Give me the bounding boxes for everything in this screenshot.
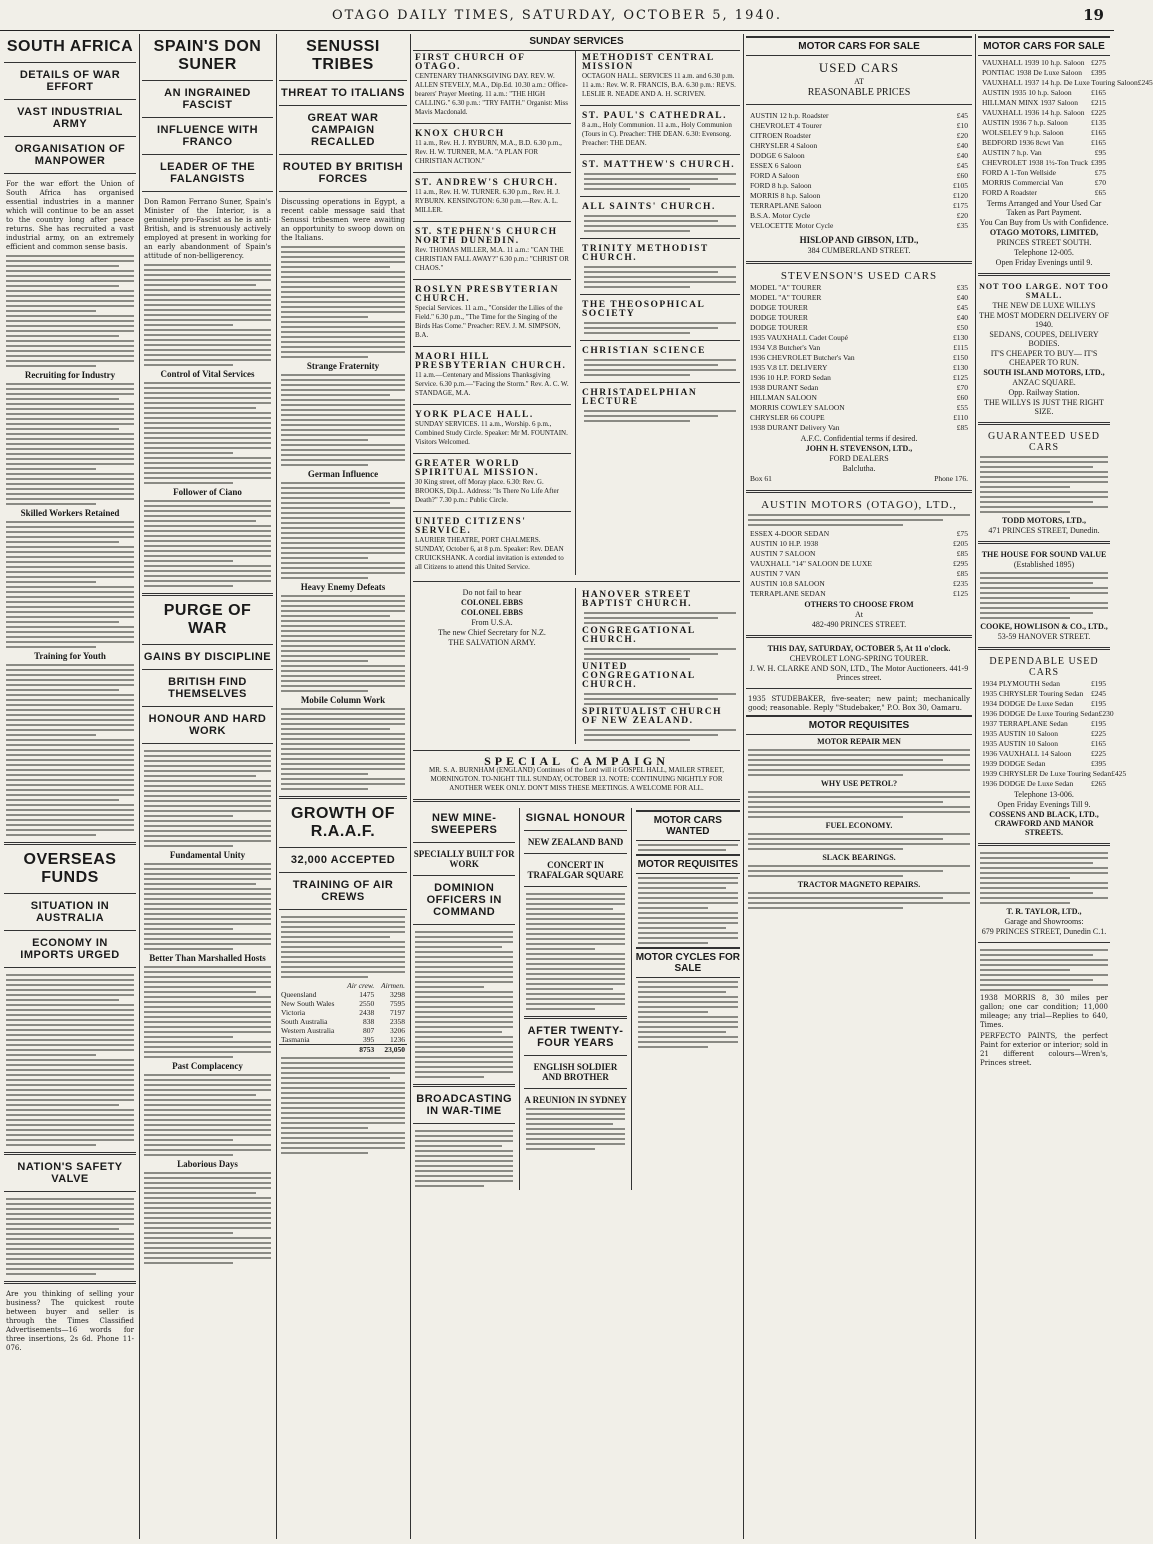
special-campaign-ad: SPECIAL CAMPAIGN MR. S. A. BURNHAM (ENGLAND) Continues of the Lord will it GOSPEL HALL, MAILER STREET, MORNINGTON. TO-NIGHT TILL SUNDAY, OCTOBER 13. NOTE: CONTINUING NIGHTLY FOR ANOTHER WEEK ONLY. DON'T MISS THESE MEETINGS. A WELCOME FOR ALL. <box>429 754 724 792</box>
church-listing: ST. MATTHEW'S CHURCH. <box>582 161 738 190</box>
column-rule <box>743 34 744 1539</box>
headline-safety-valve: NATION'S SAFETY VALVE <box>17 1161 123 1185</box>
subhead-war-effort: DETAILS OF WAR EFFORT <box>19 69 121 93</box>
list-item: MODEL "A" TOURER £35 <box>750 283 968 292</box>
church-listing: TRINITY METHODIST CHURCH. <box>582 245 738 288</box>
column-rule <box>410 34 411 1539</box>
list-item: VAUXHALL "14" SALOON DE LUXE £295 <box>750 559 968 568</box>
column-sunday-services <box>413 34 740 1539</box>
church-listing: YORK PLACE HALL. SUNDAY SERVICES. 11 a.m., Worship. 6 p.m., Combined Study Circle. Speaker: Mr M. FOUNTAIN. Visitors Welcomed. <box>415 410 568 446</box>
banner-sunday-services: SUNDAY SERVICES <box>413 34 740 51</box>
church-listing: CHRISTADELPHIAN LECTURE <box>582 389 738 422</box>
list-item: 1938 DURANT Sedan £70 <box>750 383 968 392</box>
list-item: HILLMAN MINX 1937 Saloon £215 <box>982 98 1106 107</box>
section-unity: Fundamental Unity <box>169 850 246 860</box>
list-item: MODEL "A" TOURER £40 <box>750 293 968 302</box>
austin-heading: AUSTIN MOTORS (OTAGO), LTD., <box>761 499 957 511</box>
list-item: 1937 TERRAPLANE Sedan £195 <box>982 719 1106 728</box>
services-left <box>413 51 571 575</box>
list-item: DODGE 6 Saloon £40 <box>750 151 968 160</box>
list-item: FORD A 1-Ton Wellside £75 <box>982 168 1106 177</box>
subhead-australia: SITUATION IN AUSTRALIA <box>30 900 110 924</box>
article-body <box>144 1074 271 1156</box>
list-item: DODGE TOURER £45 <box>750 303 968 312</box>
price-list <box>746 529 972 599</box>
church-listing: GREATER WORLD SPIRITUAL MISSION. 30 King street, off Moray place. 6.30: Rev. G. BROOKS, Dip.L. Address: "Is There No Life After Death?" 7.30 p.m.: Public Circle. <box>415 459 559 504</box>
church-listing: FIRST CHURCH OF OTAGO. CENTENARY THANKSGIVING DAY. REV. W. ALLEN STEVELY, M.A., Dip.Ed. 10.30 a.m.: Office-bearers' Prayer Meeting. 11 a.m.: "THE HIGH CALLING." 6.30 p.m.: "TRY FAITH." Organist: Miss Mavis Macdonald. <box>415 53 568 116</box>
subhead-manpower: ORGANISATION OF MANPOWER <box>14 143 126 167</box>
price-list <box>978 58 1153 198</box>
banner-motor-cars: MOTOR CARS FOR SALE <box>978 36 1110 56</box>
services-right-2 <box>580 588 740 744</box>
list-item: FORD A Saloon £60 <box>750 171 968 180</box>
article-body <box>6 255 134 367</box>
church-listing: ST. ANDREW'S CHURCH. 11 a.m., Rev. H. W. TURNER. 6.30 p.m., Rev. H. J. RYBURN. KENSINGTON: 6.30 p.m.—Rev. A. L. MILLER. <box>415 178 560 214</box>
church-listing: CHRISTIAN SCIENCE <box>582 347 738 376</box>
price-list <box>746 111 972 231</box>
salvation-army-ad: Do not fail to hear COLONEL EBBS COLONEL EBBS From U.S.A. The new Chief Secretary for N.Z. THE SALVATION ARMY. <box>438 588 546 647</box>
church-listing: KNOX CHURCH 11 a.m., Rev. H. J. RYBURN, M.A., B.D. 6.30 p.m., Rev. H. W. TURNER, M.A. "A PLAN FOR CHRISTIAN ACTION." <box>415 129 562 165</box>
list-item: MORRIS 8 h.p. Saloon £120 <box>750 191 968 200</box>
church-listing: UNITED CITIZENS' SERVICE. LAURIER THEATRE, PORT CHALMERS. SUNDAY, October 6, at 8 p.m. Speaker: Rev. DEAN CRUICKSHANK. A cordial invitation is extended to all Citizens to attend this United Service. <box>415 517 564 571</box>
list-item: CITROEN Roadster £20 <box>750 131 968 140</box>
list-item: 1935 CHRYSLER Touring Sedan £245 <box>982 689 1106 698</box>
subhead-accepted: 32,000 ACCEPTED <box>290 854 396 866</box>
list-item: VAUXHALL 1937 14 h.p. De Luxe Touring Saloon £245 <box>982 78 1153 87</box>
church-listing: UNITED CONGREGATIONAL CHURCH. <box>582 663 738 705</box>
list-item: AUSTIN 12 h.p. Roadster £45 <box>750 111 968 120</box>
subhead-air-crews: TRAINING OF AIR CREWS <box>292 879 394 903</box>
list-item: FORD 8 h.p. Saloon £105 <box>750 181 968 190</box>
used-cars-heading: USED CARS <box>818 60 900 75</box>
subhead-industrial-army: VAST INDUSTRIAL ARMY <box>17 106 123 130</box>
section-ciano: Follower of Ciano <box>173 487 242 497</box>
article-body <box>144 382 271 484</box>
col-airmen: Airmen. <box>381 981 405 990</box>
subhead-british: BRITISH FIND THEMSELVES <box>168 676 247 700</box>
church-listing: MAORI HILL PRESBYTERIAN CHURCH. 11 a.m.—Centenary and Missions Thanksgiving Service. 6.30 p.m.—"Facing the Storm." Rev. A. C. W. STANDAGE, M.A. <box>415 352 569 397</box>
list-item: B.S.A. Motor Cycle £20 <box>750 211 968 220</box>
section-german: German Influence <box>307 469 379 479</box>
list-item: 1939 CHRYSLER De Luxe Touring Sedan £425 <box>982 769 1127 778</box>
column-motor-cars: MOTOR CARS FOR SALE USED CARS AT REASONABLE PRICES AUSTIN 12 h.p. Roadster £45 CHEVROLET 4 Tourer £10 CITROEN Roadster £20 CHRYSLER 4 Saloon £40 DODGE 6 Saloon £40 ESSEX 6 Saloon £45 FORD A Saloon £60 FORD 8 h.p. Saloon £105 MORRIS 8 h.p. Saloon £120 TERRAPLANE Saloon £175 B.S.A. Motor Cycle £20 VELOCETTE Motor Cycle £35 HISLOP AND GIBSON, LTD., 384 CUMBERLAND STREET. STEVENSON'S USED CARS MODEL "A" TOURER £35 MODEL "A" TOURER £40 DODGE TOURER £45 DODGE TOURER £40 DODGE TOURER £50 1935 VAUXHALL Cadet Coupé £130 1934 V.8 Butcher's Van £115 1936 CHEVROLET Butcher's Van £150 1935 V.8 LT. DELIVERY £130 1936 10 H.P. FORD Sedan £125 1938 DURANT Sedan £70 HILLMAN SALOON £60 MORRIS COWLEY SALOON £55 CHRYSLER 66 COUPE £110 1938 DURANT Delivery Van £85 A.F.C. Confidential terms if desired. JOHN H. STEVENSON, LTD., FORD DEALERS Balclutha. Box 61 Phone 176. AUSTIN MOTORS (OTAGO), LTD., ESSEX 4-DOOR SEDAN £75 AUSTIN 10 H.P. 1938 £205 AUSTIN 7 SALOON £85 VAUXHALL "14" SALOON DE LUXE £295 AUSTIN 7 VAN £85 AUSTIN 10.8 SALOON £235 TERRAPLANE SEDAN £125 OTHERS TO CHOOSE FROM At 482-490 PRINCES STREET. THIS DAY, SATURDAY, OCTOBER 5, At 11 o'clock. CHEVROLET LONG-SPRING TOURER. J. W. H. CLARKE AND SON, LTD., The Motor Auctioneers. 441-9 Princes street. 1935 STUDEBAKER, five-seater; new paint; mechanically good; reasonable. Reply "Studebaker," P.O. Box 30, Oamaru. MOTOR REQUISITES MOTOR REPAIR MEN WHY USE PETROL? FUEL ECONOMY. SLACK BEARINGS. TRACTOR MAGNETO REPAIRS. <box>746 34 972 1539</box>
subhead-falangists: LEADER OF THE FALANGISTS <box>159 161 256 185</box>
list-item: 1936 CHEVROLET Butcher's Van £150 <box>750 353 968 362</box>
headline-senussi: SENUSSI TRIBES <box>306 38 380 73</box>
church-listing: SPIRITUALIST CHURCH OF NEW ZEALAND. <box>582 708 738 741</box>
headline-purge: PURGE OF WAR <box>163 602 252 637</box>
motor-classifieds: MOTOR CARS WANTED MOTOR REQUISITES MOTOR CYCLES FOR SALE <box>636 808 740 1190</box>
list-item: 1936 VAUXHALL 14 Saloon £225 <box>982 749 1106 758</box>
church-listing: ST. STEPHEN'S CHURCH NORTH DUNEDIN. Rev. THOMAS MILLER, M.A. 11 a.m.: "CAN THE CHRISTIAN FALL AWAY?" 6.30 p.m.: "CHRIST OR CHAOS." <box>415 227 569 272</box>
article-body <box>144 750 271 847</box>
column-rule <box>139 34 140 1539</box>
subhead-fascist: AN INGRAINED FASCIST <box>164 87 251 111</box>
table-row: New South Wales 2550 7595 <box>281 999 405 1008</box>
list-item: AUSTIN 1935 10 h.p. Saloon £165 <box>982 88 1106 97</box>
list-item: BEDFORD 1936 8cwt Van £165 <box>982 138 1106 147</box>
headline-south-africa: SOUTH AFRICA <box>6 38 134 55</box>
article-body <box>144 966 271 1058</box>
section-vital-services: Control of Vital Services <box>160 369 255 379</box>
raaf-table <box>279 981 407 1054</box>
list-item: CHRYSLER 66 COUPE £110 <box>750 413 968 422</box>
list-item: VAUXHALL 1936 14 h.p. Saloon £225 <box>982 108 1106 117</box>
article-body <box>6 1198 134 1275</box>
section-recruiting: Recruiting for Industry <box>24 370 116 380</box>
church-listing: ST. PAUL'S CATHEDRAL. 8 a.m., Holy Communion. 11 a.m., Holy Communion (Tours in C). Preacher: THE DEAN. 6.30: Evensong. Preacher: THE DEAN. <box>582 111 732 147</box>
list-item: VAUXHALL 1939 10 h.p. Saloon £275 <box>982 58 1106 67</box>
article-body <box>281 595 405 692</box>
column-rule <box>276 34 277 1539</box>
list-item: 1936 DODGE De Luxe Sedan £265 <box>982 779 1106 788</box>
list-item: 1936 DODGE De Luxe Touring Sedan £230 <box>982 709 1114 718</box>
list-item: ESSEX 6 Saloon £45 <box>750 161 968 170</box>
column-senussi <box>279 34 407 1539</box>
list-item: 1936 10 H.P. FORD Sedan £125 <box>750 373 968 382</box>
article-body <box>144 863 271 950</box>
masthead-title: OTAGO DAILY TIMES, SATURDAY, OCTOBER 5, 1940. <box>331 8 783 23</box>
signal-honour-article: SIGNAL HONOUR NEW ZEALAND BAND CONCERT IN TRAFALGAR SQUARE AFTER TWENTY-FOUR YEARS ENGLISH SOLDIER AND BROTHER A REUNION IN SYDNEY <box>524 808 626 1190</box>
section-youth: Training for Youth <box>34 651 106 661</box>
list-item: CHEVROLET 1938 1½-Ton Truck £395 <box>982 158 1106 167</box>
list-item: CHRYSLER 4 Saloon £40 <box>750 141 968 150</box>
list-item: AUSTIN 7 VAN £85 <box>750 569 968 578</box>
article-intro: Discussing operations in Egypt, a recent cable message said that Senussi tribesmen were awaiting an opportunity to swoop down on the Italians. <box>281 198 405 242</box>
article-body <box>6 664 134 836</box>
article-body <box>281 708 405 790</box>
table-row: Victoria 2438 7197 <box>281 1008 405 1017</box>
dealer-name: HISLOP AND GIBSON, LTD., <box>799 235 919 245</box>
article-body <box>144 264 271 366</box>
church-listing: ALL SAINTS' CHURCH. <box>582 203 738 232</box>
headline-spain: SPAIN'S DON SUNER <box>153 38 262 73</box>
subhead-franco: INFLUENCE WITH FRANCO <box>156 124 259 148</box>
section-hosts: Better Than Marshalled Hosts <box>149 953 266 963</box>
article-body <box>144 1172 271 1264</box>
list-item: TERRAPLANE Saloon £175 <box>750 201 968 210</box>
article-body <box>281 246 405 358</box>
subhead-honour: HONOUR AND HARD WORK <box>148 713 267 737</box>
list-item: MORRIS COWLEY SALOON £55 <box>750 403 968 412</box>
section-defeats: Heavy Enemy Defeats <box>300 582 386 592</box>
stevenson-heading: STEVENSON'S USED CARS <box>780 270 938 282</box>
table-row: Queensland 1475 3298 <box>281 990 405 999</box>
column-rule <box>975 34 976 1539</box>
list-item: AUSTIN 10.8 SALOON £235 <box>750 579 968 588</box>
table-row: South Australia 838 2358 <box>281 1017 405 1026</box>
table-row: Tasmania 395 1236 <box>281 1035 405 1044</box>
column-motor-cars-2: MOTOR CARS FOR SALE VAUXHALL 1939 10 h.p. Saloon £275 PONTIAC 1938 De Luxe Saloon £395 VAUXHALL 1937 14 h.p. De Luxe Touring Saloon £245 AUSTIN 1935 10 h.p. Saloon £165 HILLMAN MINX 1937 Saloon £215 VAUXHALL 1936 14 h.p. Saloon £225 AUSTIN 1936 7 h.p. Saloon £135 WOLSELEY 9 h.p. Saloon £165 BEDFORD 1936 8cwt Van £165 AUSTIN 7 h.p. Van £95 CHEVROLET 1938 1½-Ton Truck £395 FORD A 1-Ton Wellside £75 MORRIS Commercial Van £70 FORD A Roadster £65 Terms Arranged and Your Used Car Taken as Part Payment. You Can Buy from Us with Confidence. OTAGO MOTORS, LIMITED, PRINCES STREET SOUTH. Telephone 12-005. Open Friday Evenings until 9. NOT TOO LARGE. NOT TOO SMALL. THE NEW DE LUXE WILLYS THE MOST MODERN DELIVERY OF 1940. SEDANS, COUPES, DELIVERY BODIES. IT'S CHEAPER TO BUY— IT'S CHEAPER TO RUN. SOUTH ISLAND MOTORS, LTD., ANZAC SQUARE. Opp. Railway Station. THE WILLYS IS JUST THE RIGHT SIZE. GUARANTEED USED CARS TODD MOTORS, LTD., 471 PRINCES STREET, Dunedin. THE HOUSE FOR SOUND VALUE (Established 1895) COOKE, HOWLISON & CO., LTD., 53-59 HANOVER STREET. DEPENDABLE USED CARS 1934 PLYMOUTH Sedan £195 1935 CHRYSLER Touring Sedan £245 1934 DODGE De Luxe Sedan £195 1936 DODGE De Luxe Touring Sedan £230 1937 TERRAPLANE Sedan £195 1935 AUSTIN 10 Saloon £225 1935 AUSTIN 10 Saloon £165 1936 VAUXHALL 14 Saloon £225 1939 DODGE Sedan £395 1939 CHRYSLER De Luxe Touring Sedan £425 1936 DODGE De Luxe Sedan £265 Telephone 13-006. Open Friday Evenings Till 9. COSSENS AND BLACK, LTD., CRAWFORD AND MANOR STREETS. T. R. TAYLOR, LTD., Garage and Showrooms: 679 PRINCES STREET, Dunedin C.1. 1938 MORRIS 8, 30 miles per gallon; one car condition; 11,000 mileage; any trial—Replies to 640, Times. PERFECTO PAINTS, the perfect Paint for exterior or interior; sold in 21 different colours—Wren's, Princes street. <box>978 34 1110 1539</box>
price-list <box>746 283 972 433</box>
banner-motor-cars: MOTOR CARS FOR SALE <box>746 36 972 56</box>
list-item: 1935 V.8 LT. DELIVERY £130 <box>750 363 968 372</box>
list-item: 1938 DURANT Delivery Van £85 <box>750 423 968 432</box>
subhead-discipline: GAINS BY DISCIPLINE <box>143 651 272 663</box>
list-item: 1934 DODGE De Luxe Sedan £195 <box>982 699 1106 708</box>
article-body <box>6 974 134 1146</box>
list-item: VELOCETTE Motor Cycle £35 <box>750 221 968 230</box>
classified-studebaker: 1935 STUDEBAKER, five-seater; new paint; mechanically good; reasonable. Reply "Studebaker," P.O. Box 30, Oamaru. <box>748 695 970 712</box>
article-body <box>144 500 271 587</box>
list-item: 1935 AUSTIN 10 Saloon £165 <box>982 739 1106 748</box>
masthead <box>0 0 1114 31</box>
article-body <box>281 482 405 579</box>
list-item: CHEVROLET 4 Tourer £10 <box>750 121 968 130</box>
table-row: Western Australia 807 3206 <box>281 1026 405 1035</box>
list-item: PONTIAC 1938 De Luxe Saloon £395 <box>982 68 1106 77</box>
column-south-africa <box>4 34 136 1539</box>
article-intro: For the war effort the Union of South Africa has organised essential industries in a manner which will continue to be an asset to the country long after peace returns. She has recruited a vast industrial army, on an extremely efficient and common sense basis. <box>6 180 134 251</box>
headline-raaf: GROWTH OF R.A.A.F. <box>290 805 396 840</box>
classified-note: Are you thinking of selling your business? The quickest route between buyer and seller is through the Times Classified Advertisements—16 words for three insertions, 2s 6d. Phone 11-076. <box>6 1290 134 1352</box>
list-item: ESSEX 4-DOOR SEDAN £75 <box>750 529 968 538</box>
article-body <box>6 521 134 648</box>
church-listing: ROSLYN PRESBYTERIAN CHURCH. Special Services. 11 a.m., "Consider the Lilies of the Field." 6.30 p.m., "The Time for the Singing of the Birds Has Come." Preacher: REV. J. M. SIMPSON, B.A. <box>415 285 563 339</box>
list-item: 1939 DODGE Sedan £395 <box>982 759 1106 768</box>
list-item: 1934 PLYMOUTH Sedan £195 <box>982 679 1106 688</box>
page-number: 19 <box>1083 6 1104 24</box>
list-item: DODGE TOURER £50 <box>750 323 968 332</box>
column-spain <box>142 34 273 1539</box>
services-right <box>580 51 740 575</box>
headline-overseas-funds: OVERSEAS FUNDS <box>23 851 117 886</box>
price-list <box>978 679 1127 789</box>
minesweepers-article: NEW MINE-SWEEPERS SPECIALLY BUILT FOR WORK DOMINION OFFICERS IN COMMAND BROADCASTING IN WAR-TIME <box>413 808 515 1190</box>
article-body <box>281 374 405 466</box>
article-intro: Don Ramon Ferrano Suner, Spain's Minister of the Interior, is a genuinely pro-Fascist as he is anti-British, and is strenuously actively employed at present in working for an early abandonment of Spain's attitude of non-belligerency. <box>144 198 271 260</box>
section-fraternity: Strange Fraternity <box>306 361 380 371</box>
section-complacency: Past Complacency <box>172 1061 243 1071</box>
list-item: FORD A Roadster £65 <box>982 188 1106 197</box>
list-item: AUSTIN 10 H.P. 1938 £205 <box>750 539 968 548</box>
section-mobile: Mobile Column Work <box>300 695 386 705</box>
list-item: TERRAPLANE SEDAN £125 <box>750 589 968 598</box>
subhead-great-war: GREAT WAR CAMPAIGN RECALLED <box>307 112 379 148</box>
section-skilled: Skilled Workers Retained <box>20 508 120 518</box>
classified-morris: 1938 MORRIS 8, 30 miles per gallon; one car condition; 11,000 mileage; any trial—Replies to 640, Times. <box>980 994 1108 1029</box>
article-body <box>6 383 134 505</box>
list-item: 1935 AUSTIN 10 Saloon £225 <box>982 729 1106 738</box>
list-item: MORRIS Commercial Van £70 <box>982 178 1106 187</box>
list-item: AUSTIN 7 SALOON £85 <box>750 549 968 558</box>
section-laborious: Laborious Days <box>177 1159 238 1169</box>
subhead-routed: ROUTED BY BRITISH FORCES <box>282 161 404 185</box>
list-item: 1934 V.8 Butcher's Van £115 <box>750 343 968 352</box>
list-item: 1935 VAUXHALL Cadet Coupé £130 <box>750 333 968 342</box>
list-item: WOLSELEY 9 h.p. Saloon £165 <box>982 128 1106 137</box>
list-item: AUSTIN 7 h.p. Van £95 <box>982 148 1106 157</box>
article-body <box>281 916 405 978</box>
church-listing: THE THEOSOPHICAL SOCIETY <box>582 301 738 334</box>
list-item: DODGE TOURER £40 <box>750 313 968 322</box>
article-body <box>281 1057 405 1154</box>
church-listing: CONGREGATIONAL CHURCH. <box>582 627 738 660</box>
subhead-imports: ECONOMY IN IMPORTS URGED <box>20 937 120 961</box>
list-item: AUSTIN 1936 7 h.p. Saloon £135 <box>982 118 1106 127</box>
church-listing: HANOVER STREET BAPTIST CHURCH. <box>582 591 738 624</box>
list-item: HILLMAN SALOON £60 <box>750 393 968 402</box>
col-aircrew: Air crew. <box>347 981 375 990</box>
table-total: 8753 23,050 <box>279 1045 407 1055</box>
classified-perfecto: PERFECTO PAINTS, the perfect Paint for exterior or interior; sold in 21 different colours—Wren's, Princes street. <box>980 1032 1108 1067</box>
church-listing: METHODIST CENTRAL MISSION OCTAGON HALL. SERVICES 11 a.m. and 6.30 p.m. 11 a.m.: Rev. W. R. FRANCIS, B.A. 6.30 p.m.: REVS. LESLIE R. NEADE AND A. H. SCRIVEN. <box>582 53 736 98</box>
subhead-threat: THREAT TO ITALIANS <box>281 87 405 99</box>
